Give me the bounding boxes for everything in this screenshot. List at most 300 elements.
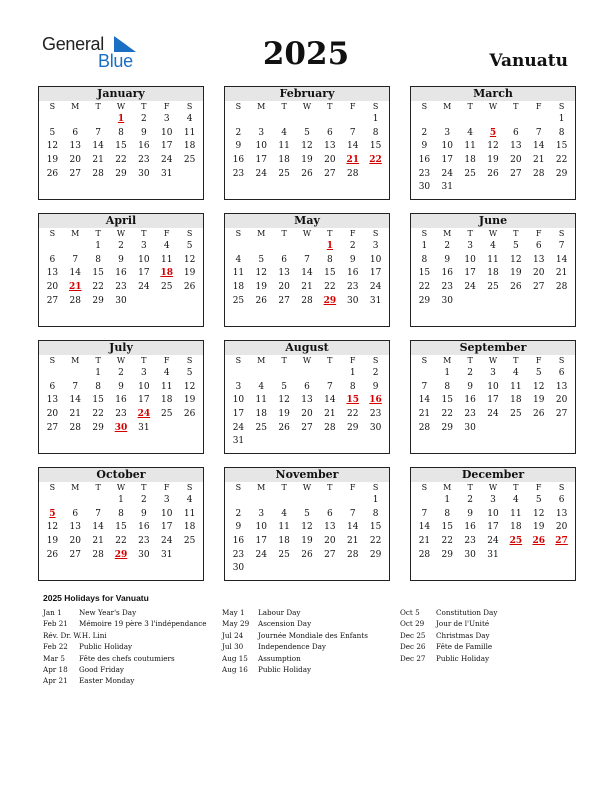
weekday-header: S [421,483,428,492]
weekday-header: S [235,229,242,238]
holiday-name: Fête des chefs coutumiers [79,653,175,663]
weekday-header: F [163,229,170,238]
day-cell: 10 [464,254,476,265]
day-cell: 27 [69,549,81,560]
day-cell: 2 [140,495,147,505]
month-grid [225,482,389,576]
day-cell: 19 [278,409,290,420]
day-cell: 14 [69,395,81,406]
weekday-header: S [558,229,565,238]
weekday-header: M [71,229,80,238]
day-cell: 8 [349,381,356,392]
day-cell: 10 [441,141,453,152]
day-cell: 1 [421,241,428,251]
day-cell: 6 [326,508,333,519]
holiday-column [400,607,497,664]
day-cell: 30 [115,295,127,306]
day-cell: 13 [555,381,568,392]
weekday-header: S [558,483,565,492]
day-cell: 8 [326,254,333,265]
day-cell: 5 [535,368,542,378]
holiday-date: Mar 5 [43,653,65,663]
day-cell: 17 [138,395,150,406]
weekday-header: F [163,483,170,492]
day-cell: 10 [255,141,267,152]
day-cell: 11 [160,381,173,392]
day-cell: 28 [92,549,104,560]
day-cell: 15 [441,522,453,533]
day-cell: 18 [278,536,290,547]
day-cell: 13 [324,522,336,533]
day-cell: 21 [92,536,104,547]
day-cell: 25 [255,422,267,433]
empty-cell [296,113,319,127]
holiday-row [43,653,206,664]
weekday-header: F [163,102,170,111]
holiday-date: Dec 27 [400,653,426,663]
weekday-header: T [467,229,473,238]
weekday-header: T [281,229,287,238]
day-cell: 2 [118,241,124,251]
weekday-header: S [421,229,428,238]
weekday-header: S [235,102,242,111]
holiday-date: Aug 16 [222,664,248,674]
day-cell: 21 [532,155,545,166]
month-january [38,86,204,200]
day-cell: 4 [163,241,170,251]
holiday-day-cell: 21 [69,282,82,293]
empty-cell [296,494,319,508]
day-cell: 11 [160,254,173,265]
holiday-name: Easter Monday [79,676,135,686]
month-november [224,467,390,581]
day-cell: 8 [444,381,451,392]
day-cell: 12 [255,268,267,279]
day-cell: 26 [183,409,196,420]
holiday-day-cell: 5 [49,508,56,519]
holiday-row [43,607,206,618]
day-cell: 26 [510,282,522,293]
empty-cell [341,113,364,127]
empty-cell [413,367,436,381]
day-cell: 19 [487,155,499,166]
day-cell: 28 [555,282,568,293]
day-cell: 27 [532,282,545,293]
day-cell: 9 [118,254,124,265]
weekday-header: T [513,102,519,111]
month-august [224,340,390,454]
weekday-header: F [163,356,170,365]
day-cell: 6 [512,127,519,138]
day-cell: 2 [235,127,242,138]
day-cell: 17 [369,268,382,279]
day-cell: 24 [255,549,267,560]
month-name: September [411,341,575,355]
day-cell: 5 [512,241,519,251]
weekday-header: T [327,102,333,111]
weekday-header: S [235,356,242,365]
day-cell: 29 [115,168,127,179]
weekday-header: S [372,356,379,365]
day-cell: 23 [441,282,453,293]
month-name: January [39,87,203,101]
day-cell: 16 [115,268,127,279]
day-cell: 8 [372,127,379,138]
weekday-header: M [443,356,452,365]
day-cell: 16 [138,522,150,533]
day-cell: 15 [418,268,431,279]
day-cell: 30 [138,168,150,179]
day-cell: 21 [346,536,359,547]
country-title: Vanuatu [489,51,568,71]
day-cell: 24 [232,422,245,433]
day-cell: 26 [487,168,499,179]
day-cell: 16 [346,268,359,279]
day-cell: 19 [46,536,59,547]
holiday-date: May 1 [222,608,245,617]
month-march [410,86,576,200]
weekday-header: M [443,483,452,492]
holiday-day-cell: 16 [369,395,382,406]
day-cell: 7 [535,127,542,138]
holiday-row [222,653,368,664]
day-cell: 24 [487,536,499,547]
holiday-date: Aug 15 [222,653,248,663]
day-cell: 31 [487,549,499,560]
month-june [410,213,576,327]
weekday-header: T [467,483,473,492]
day-cell: 28 [418,422,431,433]
day-cell: 20 [69,536,81,547]
empty-cell [296,367,319,381]
day-cell: 11 [183,508,196,519]
weekday-header: S [421,356,428,365]
day-cell: 14 [324,395,336,406]
day-cell: 17 [464,268,476,279]
day-cell: 20 [324,155,336,166]
day-cell: 26 [46,168,59,179]
empty-cell [296,240,319,254]
day-cell: 2 [372,368,379,378]
empty-cell [482,113,505,127]
day-cell: 28 [418,549,431,560]
day-cell: 25 [510,409,522,420]
day-cell: 8 [558,127,565,138]
weekday-header: S [49,483,56,492]
day-cell: 11 [487,254,499,265]
month-grid [225,228,389,308]
day-cell: 27 [324,168,336,179]
day-cell: 6 [558,495,565,505]
day-cell: 27 [555,409,568,420]
day-cell: 11 [183,127,196,138]
day-cell: 14 [346,141,359,152]
day-cell: 9 [467,381,473,392]
day-cell: 5 [258,254,265,265]
weekday-header: T [95,356,101,365]
month-april [38,213,204,327]
holiday-row [43,675,206,686]
holiday-name: Rév. Dr. W.H. Lini [43,630,107,640]
day-cell: 7 [421,508,428,519]
weekday-header: W [302,483,312,492]
weekday-header: T [141,356,147,365]
day-cell: 22 [369,536,382,547]
weekday-header: S [186,102,193,111]
weekday-header: T [327,356,333,365]
day-cell: 31 [369,295,382,306]
holiday-column [222,607,368,675]
day-cell: 29 [92,422,104,433]
day-cell: 7 [326,381,333,392]
day-cell: 23 [418,168,431,179]
day-cell: 16 [464,522,476,533]
empty-cell [227,113,250,127]
day-cell: 30 [346,295,359,306]
day-cell: 20 [324,536,336,547]
day-cell: 19 [301,536,313,547]
weekday-header: S [49,356,56,365]
weekday-header: S [186,229,193,238]
day-cell: 26 [255,295,267,306]
day-cell: 19 [532,395,545,406]
month-grid [225,355,389,449]
day-cell: 3 [467,241,473,251]
day-cell: 4 [186,495,193,505]
day-cell: 5 [186,241,193,251]
day-cell: 15 [92,395,104,406]
day-cell: 22 [324,282,336,293]
day-cell: 12 [278,395,290,406]
weekday-header: M [257,483,266,492]
weekday-header: T [513,483,519,492]
day-cell: 15 [369,141,382,152]
day-cell: 8 [95,254,101,265]
day-cell: 27 [46,422,59,433]
day-cell: 10 [487,508,499,519]
holiday-date: Feb 21 [43,619,68,629]
day-cell: 20 [532,268,545,279]
weekday-header: T [141,483,147,492]
day-cell: 7 [421,381,428,392]
holiday-date: May 29 [222,619,250,629]
holiday-name: Christmas Day [436,630,490,640]
empty-cell [250,367,273,381]
day-cell: 4 [467,127,473,138]
weekday-header: S [186,483,193,492]
weekday-header: W [116,483,126,492]
holiday-day-cell: 29 [114,549,128,560]
holiday-day-cell: 22 [369,155,382,166]
holiday-row [43,630,206,641]
day-cell: 16 [232,536,245,547]
empty-cell [504,113,527,127]
month-grid [411,355,575,435]
day-cell: 28 [324,422,336,433]
day-cell: 29 [346,422,359,433]
day-cell: 5 [281,381,287,392]
month-grid [225,101,389,181]
day-cell: 11 [255,395,267,406]
day-cell: 24 [160,536,173,547]
holiday-day-cell: 21 [346,155,359,166]
day-cell: 16 [138,141,150,152]
day-cell: 11 [510,508,522,519]
holiday-day-cell: 18 [160,268,173,279]
day-cell: 29 [418,295,431,306]
day-cell: 23 [232,168,245,179]
day-cell: 6 [326,127,333,138]
day-cell: 13 [510,141,522,152]
empty-cell [413,113,436,127]
month-name: April [39,214,203,228]
day-cell: 17 [160,141,173,152]
holiday-name: Journée Mondiale des Enfants [258,630,368,640]
month-name: December [411,468,575,482]
month-grid [411,482,575,562]
holiday-date: Oct 29 [400,619,425,629]
month-name: November [225,468,389,482]
day-cell: 1 [558,114,565,124]
day-cell: 3 [490,368,496,378]
weekday-header: M [443,102,452,111]
day-cell: 7 [558,241,565,251]
day-cell: 21 [69,409,81,420]
holiday-day-cell: 30 [114,422,128,433]
day-cell: 18 [510,395,522,406]
holiday-name: Assumption [258,653,301,663]
weekday-header: T [467,356,473,365]
day-cell: 12 [301,141,313,152]
day-cell: 23 [232,549,245,560]
day-cell: 7 [349,127,356,138]
holiday-name: Public Holiday [79,642,133,652]
day-cell: 31 [232,436,245,447]
day-cell: 30 [418,182,431,193]
day-cell: 14 [555,254,568,265]
day-cell: 20 [301,409,313,420]
holiday-row [43,664,206,675]
day-cell: 17 [232,409,245,420]
day-cell: 14 [418,395,431,406]
day-cell: 13 [555,508,568,519]
day-cell: 15 [441,395,453,406]
day-cell: 21 [92,155,104,166]
holiday-name: Mémoire 19 père 3 l'indépendance [79,619,207,629]
empty-cell [273,494,296,508]
empty-cell [41,113,64,127]
weekday-header: S [558,102,565,111]
holiday-name: Good Friday [79,664,124,674]
day-cell: 21 [418,536,431,547]
weekday-header: M [257,356,266,365]
year-title: 2025 [262,36,350,72]
holiday-day-cell: 5 [489,127,497,138]
day-cell: 10 [369,254,382,265]
day-cell: 30 [464,422,476,433]
day-cell: 3 [444,127,451,138]
holiday-date: Feb 22 [43,642,68,652]
holiday-date: Apr 18 [43,664,68,674]
day-cell: 18 [232,282,245,293]
day-cell: 1 [349,368,356,378]
day-cell: 15 [555,141,568,152]
weekday-header: W [116,229,126,238]
day-cell: 19 [255,282,267,293]
holiday-name: Public Holiday [436,653,490,663]
weekday-header: S [49,229,56,238]
month-may [224,213,390,327]
empty-cell [64,240,87,254]
day-cell: 2 [235,508,242,519]
day-cell: 14 [92,522,104,533]
day-cell: 8 [118,127,124,138]
holiday-row [400,653,497,664]
day-cell: 19 [183,268,196,279]
empty-cell [273,367,296,381]
day-cell: 25 [160,409,173,420]
day-cell: 26 [532,409,545,420]
day-cell: 13 [69,522,81,533]
weekday-header: T [327,229,333,238]
holiday-day-cell: 25 [509,536,523,547]
weekday-header: W [302,356,312,365]
day-cell: 8 [95,381,101,392]
day-cell: 12 [532,381,545,392]
day-cell: 3 [258,127,265,138]
day-cell: 9 [421,141,428,152]
weekday-header: T [327,483,333,492]
day-cell: 25 [464,168,476,179]
day-cell: 5 [186,368,193,378]
day-cell: 7 [304,254,310,265]
holiday-day-cell: 29 [323,295,337,306]
holiday-name: Ascension Day [258,619,312,629]
empty-cell [41,367,64,381]
day-cell: 28 [301,295,313,306]
holiday-row [400,607,497,618]
day-cell: 7 [72,381,79,392]
day-cell: 12 [301,522,313,533]
day-cell: 24 [464,282,476,293]
day-cell: 12 [532,508,545,519]
holiday-row [222,607,368,618]
day-cell: 18 [255,409,267,420]
weekday-header: T [281,356,287,365]
day-cell: 2 [467,495,473,505]
day-cell: 12 [510,254,522,265]
day-cell: 22 [92,409,104,420]
day-cell: 23 [464,536,476,547]
weekday-header: M [71,356,80,365]
weekday-header: F [349,483,356,492]
day-cell: 17 [487,522,499,533]
day-cell: 29 [92,295,104,306]
month-grid [39,482,203,562]
day-cell: 8 [444,508,451,519]
day-cell: 6 [281,254,287,265]
day-cell: 1 [372,495,379,505]
day-cell: 15 [324,268,336,279]
holiday-date: Apr 21 [43,676,68,686]
day-cell: 13 [46,395,59,406]
weekday-header: T [467,102,473,111]
month-september [410,340,576,454]
day-cell: 7 [72,254,79,265]
empty-cell [250,494,273,508]
day-cell: 16 [418,155,431,166]
day-cell: 11 [464,141,476,152]
